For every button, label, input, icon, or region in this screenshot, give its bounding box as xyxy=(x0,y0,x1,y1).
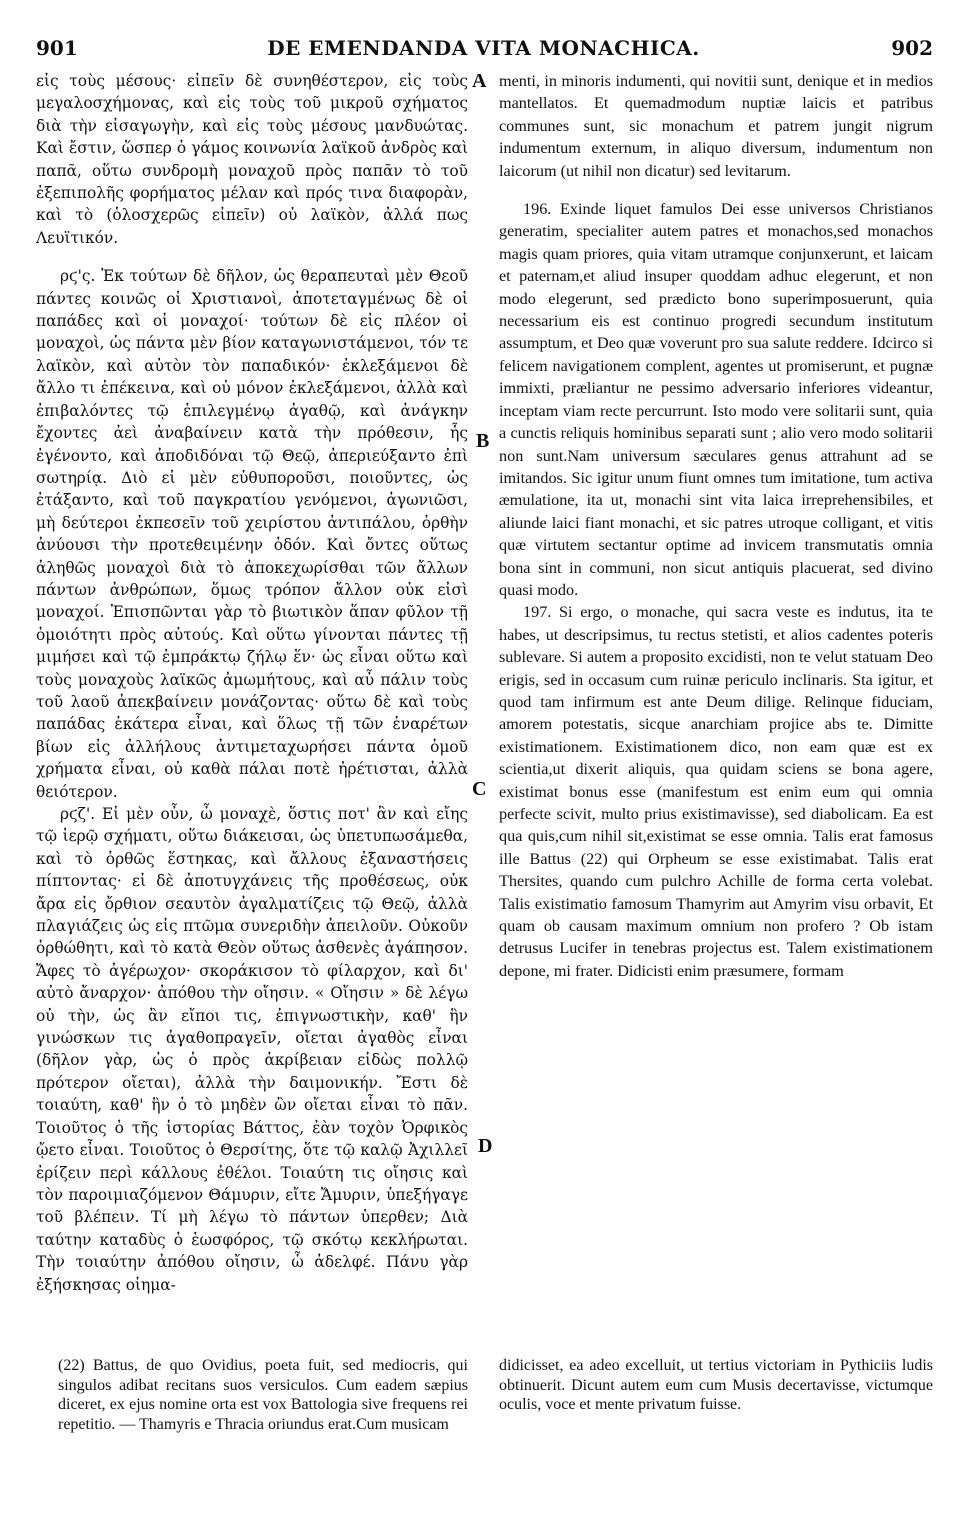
footnote-left xyxy=(58,1356,468,1434)
greek-paragraph-197: ρϛζ'. Εἰ μὲν οὖν, ὦ μοναχὲ, ὅστις ποτ' ἂν καὶ εἴης τῷ ἱερῷ σχήματι, οὕτω διάκεισαι, ὡς ὑπετυπωσάμεθα, καὶ τὸ ὀρθῶς ἕστηκας, καὶ ἄλλους ἐξαναστήσεις πίπτοντας· εἰ δὲ ἀποτυγχάνεις τῆς προθέσεως, οὐκ ἄρα εἰς ὄρθιον σεαυτὸν ἀγαλματίζεις τῷ Θεῷ, ἀλλὰ πλαγιάζεις ὡς εἰς πτῶμα συνεριδὴν ἀπειλοῦν. Οὐκοῦν ὀρθώθητι, καὶ τὸ κατὰ Θεὸν οὕτως ἀσθενὲς ἀγάπησον. Ἄφες τὸ ἀγέρωχον· σκοράκισον τὸ φίλαρχον, καὶ δι' αὐτὸ ἄναρχον· ἀπόθου τὴν οἴησιν. « Οἴησιν » δὲ λέγω οὐ τὴν, ὡς ἂν εἴποι τις, ἐπιγνωστικὴν, καθ' ἣν γινώσκων τις ἀγαθοπραγεῖν, οἴεται ἀγαθὸς εἶναι (δῆλον γὰρ, ὡς ὁ πρὸς ἀκρίβειαν εἰδὼς πολλῷ πρότερον οἴεται), ἀλλὰ τὴν δαιμονικήν. Ἔστι δὲ τοιαύτη, καθ' ἣν ὁ τὸ μηδὲν ὢν οἴεται εἶναι τὸ πᾶν. Τοιοῦτος ὁ τῆς ἱστορίας Βάττος, ἐὰν τοχὸν Ὀρφικὸς ᾤετο εἶναι. Τοιοῦτος ὁ Θερσίτης, ὅτε τῷ καλῷ Ἀχιλλεῖ ἐρίζειν περὶ κάλλους ἐθέλοι. Τοιαύτη τις οἴησις καὶ τὸν παροιμιαζόμενον Θάμυριν, εἴτε Ἄμυριν, ὑπεξήγαγε τοῦ βλέπειν. Τί μὴ λέγω τὸ πάντων ὑπερθεν; Διὰ ταύτην καταδὺς ὁ ἑωσφόρος, τῷ σκότῳ κεκλήρωται. Τὴν τοιαύτην ἀπόθου οἴησιν, ὦ ἀδελφέ. Πάνυ γὰρ ἐξήσκησας οἰημα- xyxy=(36,805,468,1294)
margin-marker-b: B xyxy=(476,430,490,452)
latin-column xyxy=(499,70,933,982)
margin-marker-a: A xyxy=(472,70,487,92)
footnote-22-continued: didicisset, ea adeo excelluit, ut tertius victoriam in Pythiciis ludis obtinuerit. Dicunt autem eum cum Musis decertavisse, victumque oculis, voce et mente privatum fuisse. xyxy=(499,1357,933,1413)
greek-paragraph-196: ρϛ'ς. Ἐκ τούτων δὲ δῆλον, ὡς θεραπευταὶ μὲν Θεοῦ πάντες κοινῶς οἱ Χριστιανοὶ, ἀποτεταγμένως δὲ οἱ παπάδες καὶ οἱ μοναχοί· τούτων δὲ εἰς πλέον οἱ μοναχοὶ, ὡς πάντα μὲν βίον καταγωνιστάμενοι, τόν τε λαϊκὸν, καὶ αὐτὸν τὸν παπαδικόν· ἐκλεξάμενοι δὲ ἄλλο τι ἐπέκεινα, καὶ οὐ μόνον ἐκλεξάμενοι, ἀλλὰ καὶ ἐπιβαλόντες τῷ ἐπιλεγμένῳ ἀγαθῷ, καὶ ἀνάγκην ἔχοντες ἀεὶ ἀναβαίνειν κατὰ τὴν πρόθεσιν, ἧς ἐγένοντο, καὶ ἀποδιδόναι τῷ Θεῷ, ἀπεριεύξαντο ἐπὶ σωτηρίᾳ. Διὸ εἰ μὲν εὐθυποροῦσι, ποιοῦντες, ὡς ἐτάξαντο, καὶ τοῦ παγκρατίου γενόμενοι, ἀγωνιῶσι, μὴ δεύτεροι ἐκπεσεῖν τοῦ χειρίστου ἀντιπάλου, ὀρθὴν ἀνύουσι τὴν προτεθειμένην ὁδόν. Καὶ ὄντες οὕτως ἀληθῶς μοναχοὶ διὰ τὸ ἀποκεχωρίσθαι τῶν ἄλλων πάντων ἀνθρώπων, ὅμως τρόπον ἄλλον οὐκ εἰσὶ μοναχοί. Ἐπισπῶνται γὰρ τὸ βιωτικὸν ἅπαν φῦλον τῇ ὁμοιότητι πρὸς αὐτούς. Καὶ οὕτω γίνονται πάντες τῇ μιμήσει καὶ τῷ ἐμπράκτῳ ζήλῳ ἕν· ὡς εἶναι οὕτω καὶ τοὺς μοναχοὺς λαϊκῶς ἀμωμήτους, καὶ αὖ πάλιν τοὺς τοῦ λαοῦ ἀπεκβαίνειν μονάζοντας· οὕτω δὲ καὶ τοὺς παπάδας ἑκάτερα εἶναι, καὶ ὅλως τῇ τῶν ἐναρέτων βίων εἰς ἀλλήλους ἀντιμεταχωρήσει πάντα ὁμοῦ χρήματα εἶναι, οὐ καθὰ πάλαι ποτὲ ἠρέτισται, ἀλλὰ θειότερον. xyxy=(36,267,468,801)
latin-paragraph-1: menti, in minoris indumenti, qui novitii sunt, denique et in medios mantellatos. Et quemadmodum nuptiæ laicis et patribus communes sunt, sic monachum et patrem jungit nigrum indumentum externum, in aliquo diversum, indumentum non laicorum (ut nihil non dicatur) sed levitarum. xyxy=(499,72,933,180)
page-number-left: 901 xyxy=(36,36,78,60)
margin-marker-d: D xyxy=(478,1135,493,1157)
page-number-right: 902 xyxy=(891,36,933,60)
greek-paragraph-1: εἰς τοὺς μέσους· εἰπεῖν δὲ συνηθέστερον, εἰς τοὺς μεγαλοσχήμονας, καὶ εἰς τοὺς τοῦ μικροῦ σχήματος διὰ τὴν εἰσαγωγὴν, καὶ εἰς τοὺς μέσους μανδυώτας. Καὶ ἔστιν, ὥσπερ ὁ γάμος κοινωνία λαϊκοῦ ἀνδρὸς καὶ παπᾶ, οὕτω συνδρομὴ μοναχοῦ πρὸς παπᾶν τὸ τοῦ ἐξεπιπολῆς φορήματος μέλαν καὶ πρός τινα διαφορὰν, καὶ τὸ (ὁλοσχερῶς εἰπεῖν) οὐ λαϊκὸν, ἀλλά πως Λευϊτικόν. xyxy=(36,72,468,247)
page-header xyxy=(28,36,939,64)
running-title: DE EMENDANDA VITA MONACHICA. xyxy=(267,36,700,60)
margin-marker-c: C xyxy=(472,778,487,800)
greek-column xyxy=(36,70,468,1296)
footnote-22-text: (22) Battus, de quo Ovidius, poeta fuit, sed mediocris, qui singulos adibat recitans suos versiculos. Cum eadem sæpius diceret, ex ejus nomine orta est vox Battologia sive frequens rei repetitio. — Thamyris e Thracia oriundus erat.Cum musicam xyxy=(58,1357,468,1433)
footnote-right xyxy=(499,1356,933,1415)
latin-paragraph-197: 197. Si ergo, o monache, qui sacra veste es indutus, ita te habes, ut descripsimus, tu rectus stetisti, et alios cadentes poteris sublevare. Si autem a proposito excidisti, non te velut statuam Deo erigis, sed in occasum cum ruinæ periculo inclinaris. Sta igitur, et quod tam infirmum est ante Deum dilige. Relinque fiduciam, amorem potestatis, sicque anarchiam projice abs te. Dimitte existimationem. Existimationem dico, non eam quæ est ex scientia,ut dixerit aliquis, qua quidam sciens se bona agere, existimat bonus esse (manifestum est enim eum qui omnia perfecte scivit, multo prius existimavisse), sed diabolicam. Ea est qua quis,cum nihil sit,existimat se esse omnia. Talis erat famosus ille Battus (22) qui Orpheum se esse existimabat. Talis erat Thersites, quando cum pulchro Achille de forma certa volebat. Talis existimatio famosum Thamyrim aut Amyrim visu orbavit, Et quam ob causam maximum omnium non profero ? Ob istam detrusus Lucifer in tenebras projectus est. Talem existimationem depone, mi frater. Didicisti enim præsumere, formam xyxy=(499,603,933,980)
latin-paragraph-196: 196. Exinde liquet famulos Dei esse universos Christianos generatim, specialiter autem patres et monachos,sed monachos magis quam priores, quia vitam utramque conjunxerunt, et laicam et paternam,et aliud insuper quoddam adhuc elegerunt, et non modo elegerunt, sed prædicto bono superimposuerunt, quia necessarium eis est continuo progredi secundum institutum assumptum, et Deo quæ voverunt pro sua salute reddere. Idcirco si felicem navigationem complent, agentes ut promiserunt, et pugnæ immixti, præliantur ne pessimo adversario inferiores videantur, inceptam viam recte percurrunt. Isto modo vere solitarii sunt, quia a cunctis reliquis hominibus separati sunt ; alio vero modo solitarii non sunt.Nam universum sæculares genus attrahunt ad se imitandos. Sic igitur unum fiunt omnes tum imitatione, tum activa æmulatione, ita ut, monachi sint vita laica irreprehensibiles, et aliunde laici fiant monachi, et sic patres utroque colligant, et vitis quæ virtutem sectantur optime ad invicem transmutatis omnia bona sint in communi, non sicut antiquis placuerat, sed divino quasi modo. xyxy=(499,200,933,599)
